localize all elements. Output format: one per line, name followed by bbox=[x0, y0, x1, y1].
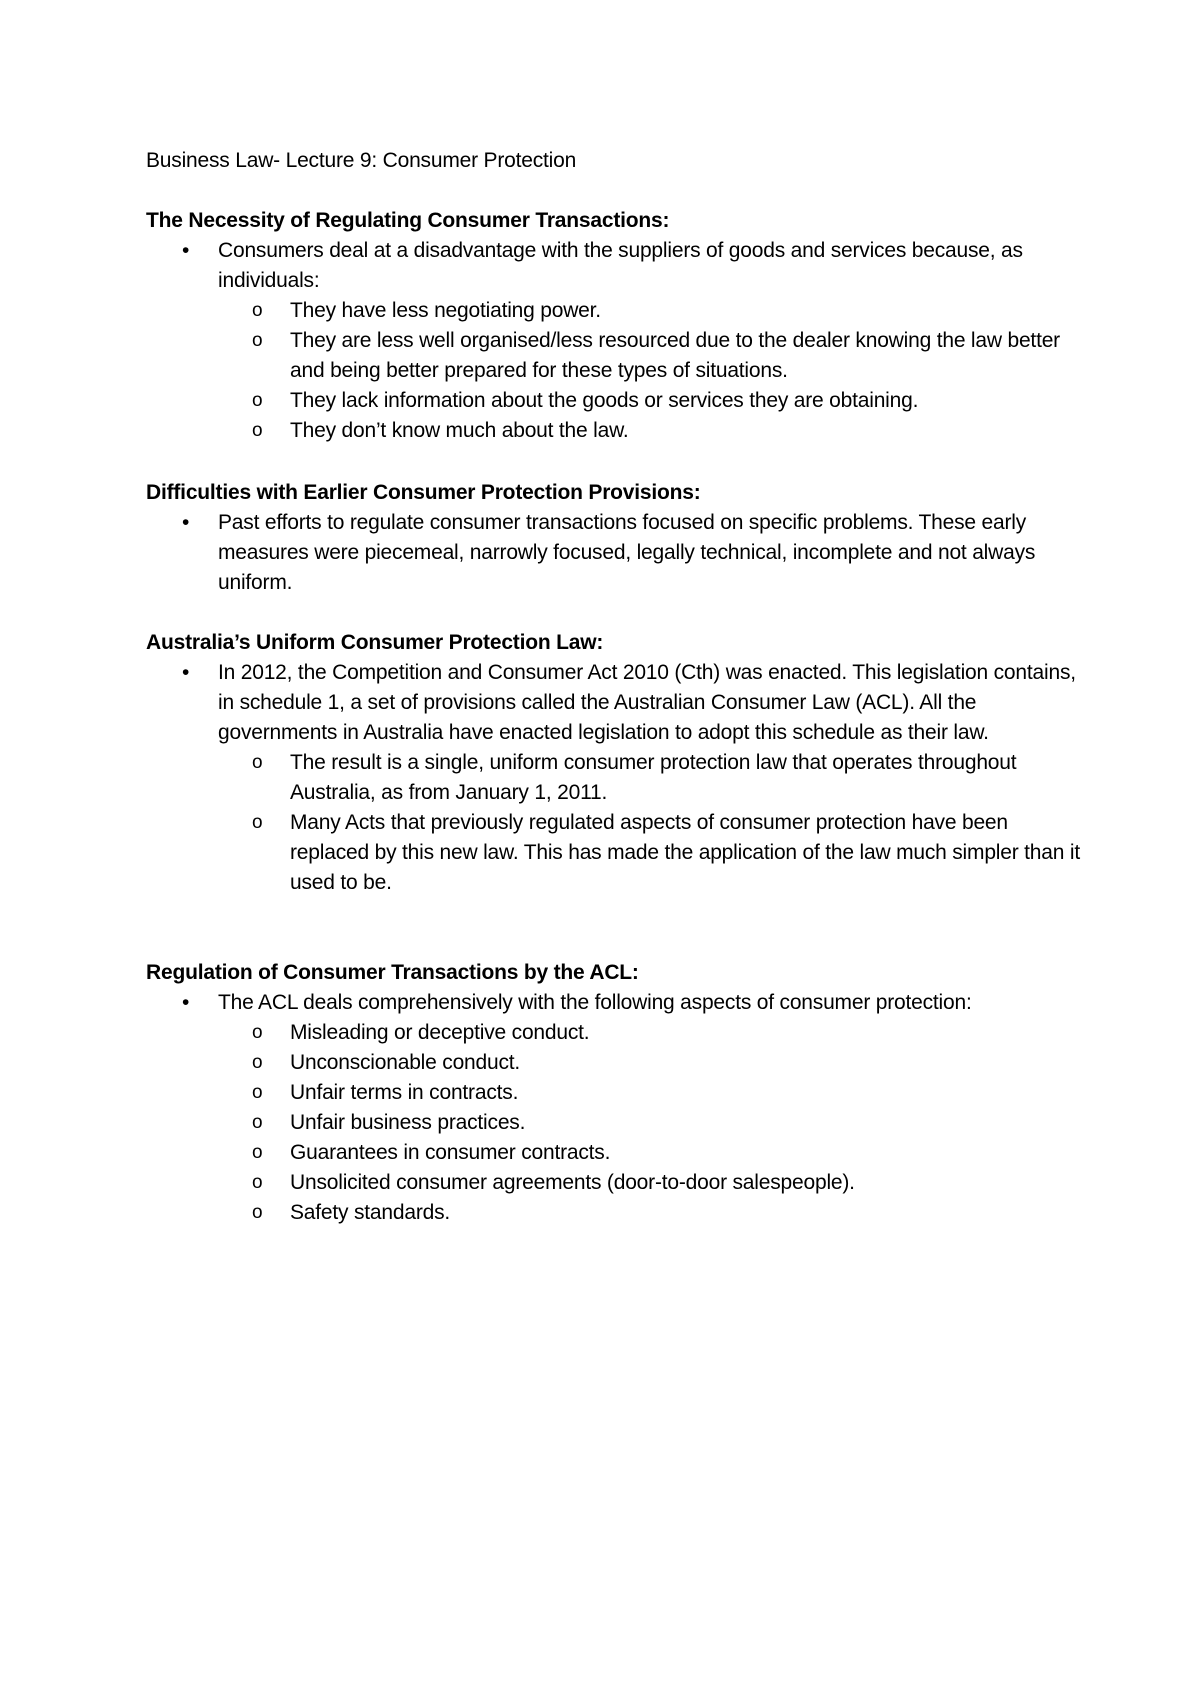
bullet-icon: • bbox=[182, 239, 190, 262]
bullet-icon: • bbox=[182, 661, 190, 684]
circle-bullet-icon: o bbox=[252, 300, 263, 321]
bullet-list bbox=[146, 236, 1086, 446]
circle-bullet-icon: o bbox=[252, 1112, 263, 1133]
circle-bullet-icon: o bbox=[252, 1202, 263, 1223]
sub-list-item-text: The result is a single, uniform consumer protection law that operates throughout Australia, as from January 1, 2011. bbox=[290, 751, 1017, 804]
section-heading: The Necessity of Regulating Consumer Transactions: bbox=[146, 209, 670, 232]
sub-bullet-list bbox=[218, 1018, 1086, 1228]
circle-bullet-icon: o bbox=[252, 1022, 263, 1043]
list-item bbox=[146, 236, 1086, 446]
sub-list-item-text: They have less negotiating power. bbox=[290, 299, 601, 322]
list-item-text: In 2012, the Competition and Consumer Act 2010 (Cth) was enacted. This legislation contains, in schedule 1, a set of provisions called the Australian Consumer Law (ACL). All the governments in Australia have enacted legislation to adopt this schedule as their law. bbox=[218, 661, 1076, 744]
sub-list-item bbox=[218, 1138, 1086, 1168]
sub-list-item bbox=[218, 808, 1086, 898]
sub-list-item-text: Unfair business practices. bbox=[290, 1111, 526, 1134]
section-regulation-acl bbox=[146, 958, 1086, 1228]
sub-list-item bbox=[218, 1078, 1086, 1108]
bullet-icon: • bbox=[182, 511, 190, 534]
circle-bullet-icon: o bbox=[252, 1142, 263, 1163]
circle-bullet-icon: o bbox=[252, 420, 263, 441]
sub-list-item-text: They are less well organised/less resourced due to the dealer knowing the law better and being better prepared for these types of situations. bbox=[290, 329, 1060, 382]
list-item-text: Consumers deal at a disadvantage with the suppliers of goods and services because, as individuals: bbox=[218, 239, 1023, 292]
list-item bbox=[146, 658, 1086, 898]
list-item-text: Past efforts to regulate consumer transactions focused on specific problems. These early measures were piecemeal, narrowly focused, legally technical, incomplete and not always uniform. bbox=[218, 511, 1036, 594]
sub-list-item-text: They lack information about the goods or services they are obtaining. bbox=[290, 389, 919, 412]
sub-bullet-list bbox=[218, 748, 1086, 898]
section-heading: Regulation of Consumer Transactions by the ACL: bbox=[146, 961, 639, 984]
sub-list-item bbox=[218, 748, 1086, 808]
sub-list-item-text: Safety standards. bbox=[290, 1201, 451, 1224]
sub-list-item bbox=[218, 296, 1086, 326]
sub-list-item-text: Unconscionable conduct. bbox=[290, 1051, 521, 1074]
circle-bullet-icon: o bbox=[252, 330, 263, 351]
section-necessity bbox=[146, 206, 1086, 446]
circle-bullet-icon: o bbox=[252, 1172, 263, 1193]
list-item-text: The ACL deals comprehensively with the following aspects of consumer protection: bbox=[218, 991, 972, 1014]
sub-list-item-text: Unfair terms in contracts. bbox=[290, 1081, 519, 1104]
sub-list-item-text: They don’t know much about the law. bbox=[290, 419, 629, 442]
circle-bullet-icon: o bbox=[252, 1052, 263, 1073]
section-heading: Difficulties with Earlier Consumer Protection Provisions: bbox=[146, 481, 701, 504]
sub-list-item bbox=[218, 326, 1086, 386]
circle-bullet-icon: o bbox=[252, 1082, 263, 1103]
list-item bbox=[146, 508, 1086, 598]
sub-list-item bbox=[218, 1108, 1086, 1138]
sub-list-item bbox=[218, 416, 1086, 446]
bullet-list bbox=[146, 508, 1086, 598]
section-heading: Australia’s Uniform Consumer Protection Law: bbox=[146, 631, 604, 654]
sub-list-item-text: Many Acts that previously regulated aspects of consumer protection have been replaced by this new law. This has made the application of the law much simpler than it used to be. bbox=[290, 811, 1080, 894]
section-uniform-law bbox=[146, 628, 1086, 898]
sub-list-item bbox=[218, 1198, 1086, 1228]
sub-list-item bbox=[218, 1168, 1086, 1198]
bullet-list bbox=[146, 658, 1086, 898]
sub-list-item bbox=[218, 386, 1086, 416]
document-title: Business Law- Lecture 9: Consumer Protection bbox=[146, 149, 577, 172]
circle-bullet-icon: o bbox=[252, 812, 263, 833]
bullet-list bbox=[146, 988, 1086, 1228]
section-difficulties bbox=[146, 478, 1086, 598]
bullet-icon: • bbox=[182, 991, 190, 1014]
circle-bullet-icon: o bbox=[252, 752, 263, 773]
sub-list-item-text: Guarantees in consumer contracts. bbox=[290, 1141, 611, 1164]
sub-list-item bbox=[218, 1018, 1086, 1048]
sub-list-item bbox=[218, 1048, 1086, 1078]
sub-bullet-list bbox=[218, 296, 1086, 446]
list-item bbox=[146, 988, 1086, 1228]
sub-list-item-text: Unsolicited consumer agreements (door-to-door salespeople). bbox=[290, 1171, 855, 1194]
sub-list-item-text: Misleading or deceptive conduct. bbox=[290, 1021, 590, 1044]
circle-bullet-icon: o bbox=[252, 390, 263, 411]
